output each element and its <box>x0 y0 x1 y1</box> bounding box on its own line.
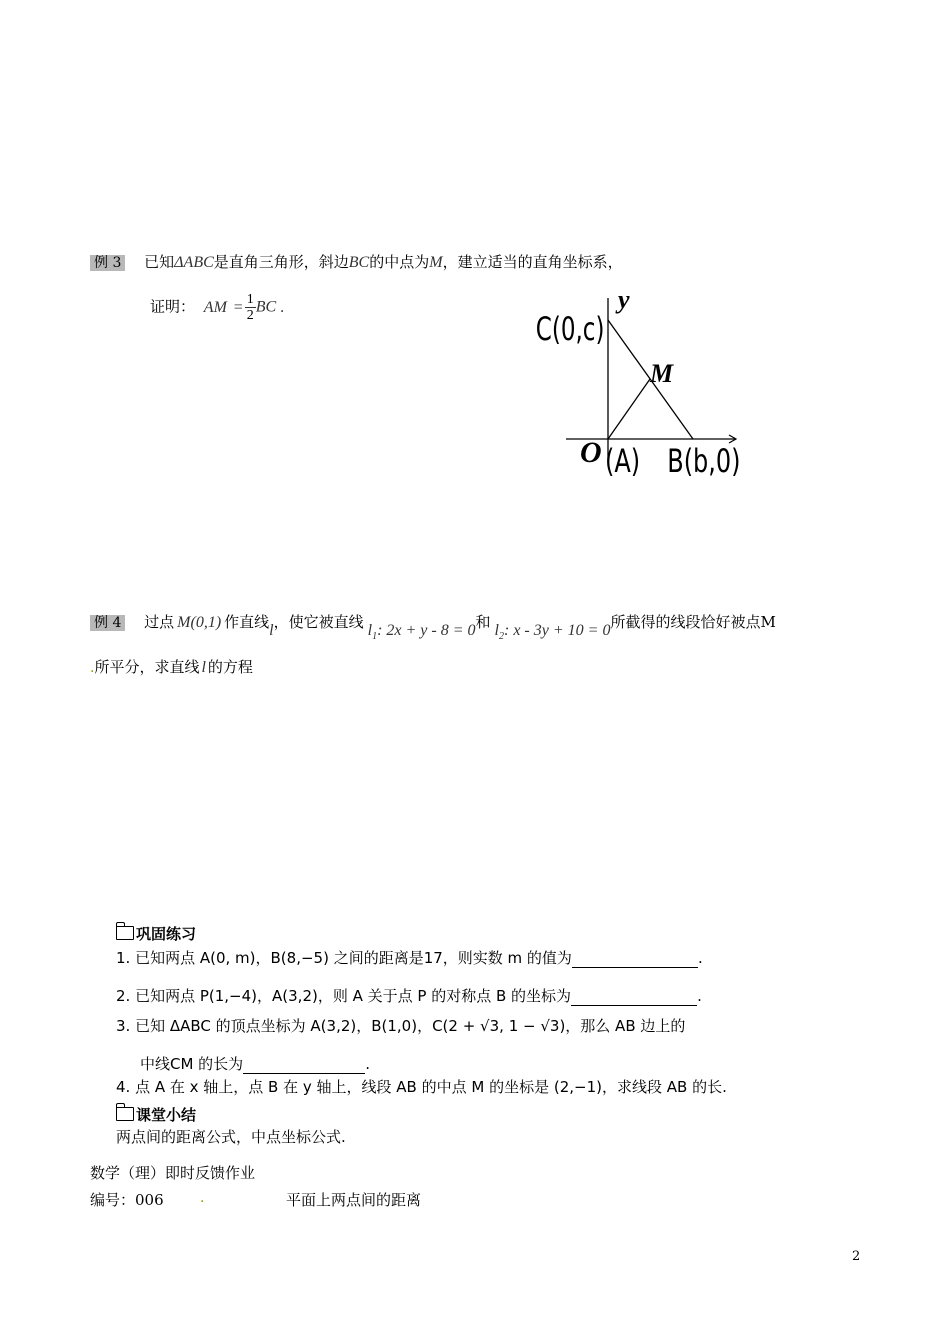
math-l1 <box>367 622 476 642</box>
item-end: . <box>365 1055 370 1073</box>
practice-item-text: 4. 点 A 在 x 轴上，点 B 在 y 轴上，线段 AB 的中点 M 的坐标是 (2,−1)，求线段 AB 的长. <box>116 1078 727 1096</box>
summary-text: 两点间的距离公式，中点坐标公式. <box>116 1128 346 1146</box>
l2-letter: l <box>494 622 499 639</box>
label-o: O <box>580 436 602 469</box>
label-b: B(b,0) <box>667 442 741 480</box>
math-triangle: ΔABC <box>174 254 214 271</box>
prove-label: 证明： <box>150 297 196 316</box>
example-4-line <box>90 612 776 647</box>
label-c: C(0,c) <box>535 310 605 349</box>
practice-item-4 <box>116 1077 727 1097</box>
frac-num: 1 <box>246 292 254 307</box>
example-3-prove <box>150 292 284 323</box>
fraction <box>245 292 256 323</box>
item-end: . <box>697 987 702 1005</box>
math-end: . <box>280 298 285 316</box>
example-4-tag: 例 4 <box>90 615 125 631</box>
math-bc: BC <box>255 298 277 316</box>
math-am: AM <box>203 298 227 316</box>
math-point-m: M(0,1) <box>177 614 222 631</box>
math-bc: BC <box>348 254 370 271</box>
text: 已知 <box>144 253 175 271</box>
marker-dot: . <box>90 660 95 676</box>
practice-heading <box>116 923 196 944</box>
text: ，使它被直线 <box>273 613 364 631</box>
l2-sub: 2 <box>499 631 504 642</box>
marker-dot: . <box>200 1190 205 1206</box>
practice-item-text: 1. 已知两点 A(0, m)，B(8,−5) 之间的距离是17，则实数 m 的值为 <box>116 949 572 967</box>
math-eq: = <box>233 298 243 316</box>
summary-heading-text: 课堂小结 <box>136 1106 197 1124</box>
median-am <box>608 379 650 439</box>
text: 的中点为 <box>369 253 430 271</box>
example-4-line-2 <box>90 657 253 678</box>
answer-blank <box>572 951 698 968</box>
l1-equation: : 2x + y - 8 = 0 <box>377 622 476 639</box>
math-l: l <box>201 659 206 676</box>
text: 所截得的线段恰好被点M <box>610 613 776 631</box>
item-end: . <box>697 949 703 967</box>
footer-number: 编号：006 <box>90 1191 164 1209</box>
text: 的方程 <box>207 658 253 676</box>
text: 过点 <box>144 613 175 631</box>
example-3-tag: 例 3 <box>90 255 125 271</box>
practice-item-text: 2. 已知两点 P(1,−4)，A(3,2)，则 A 关于点 P 的对称点 B 的坐标为 <box>116 987 572 1005</box>
answer-blank <box>243 1057 365 1074</box>
text: 作直线 <box>224 613 270 631</box>
text: 和 <box>475 613 491 631</box>
math-l: l <box>269 622 274 639</box>
math-m: M <box>429 254 443 271</box>
folder-icon <box>116 1107 134 1121</box>
summary-heading <box>116 1104 196 1125</box>
l1-letter: l <box>367 622 373 639</box>
page-number: 2 <box>852 1249 861 1264</box>
example-3-line <box>90 252 623 273</box>
text: 所平分，求直线 <box>94 658 200 676</box>
label-m: M <box>650 359 674 388</box>
l2-equation: : x - 3y + 10 = 0 <box>504 622 611 639</box>
practice-heading-text: 巩固练习 <box>136 925 197 943</box>
coordinate-figure <box>530 280 760 490</box>
text: 是直角三角形，斜边 <box>213 253 349 271</box>
answer-blank <box>571 989 697 1006</box>
folder-icon <box>116 926 134 940</box>
practice-item-3-cont <box>140 1054 370 1074</box>
footer-topic: 平面上两点间的距离 <box>286 1191 422 1209</box>
math-l2 <box>494 622 611 642</box>
practice-item-2 <box>116 986 702 1006</box>
footer-title: 数学（理）即时反馈作业 <box>90 1164 256 1182</box>
label-a: (A) <box>605 442 641 480</box>
practice-item-text: 中线CM 的长为 <box>140 1055 244 1073</box>
text: ，建立适当的直角坐标系， <box>442 253 623 271</box>
practice-item-3 <box>116 1016 685 1036</box>
practice-item-text: 3. 已知 ΔABC 的顶点坐标为 A(3,2)，B(1,0)，C(2 + √3, 1 − √3)，那么 AB 边上的 <box>116 1017 686 1035</box>
label-y: y <box>618 285 630 314</box>
l1-sub: 1 <box>372 631 378 642</box>
frac-den: 2 <box>246 308 254 323</box>
practice-item-1 <box>116 948 703 968</box>
